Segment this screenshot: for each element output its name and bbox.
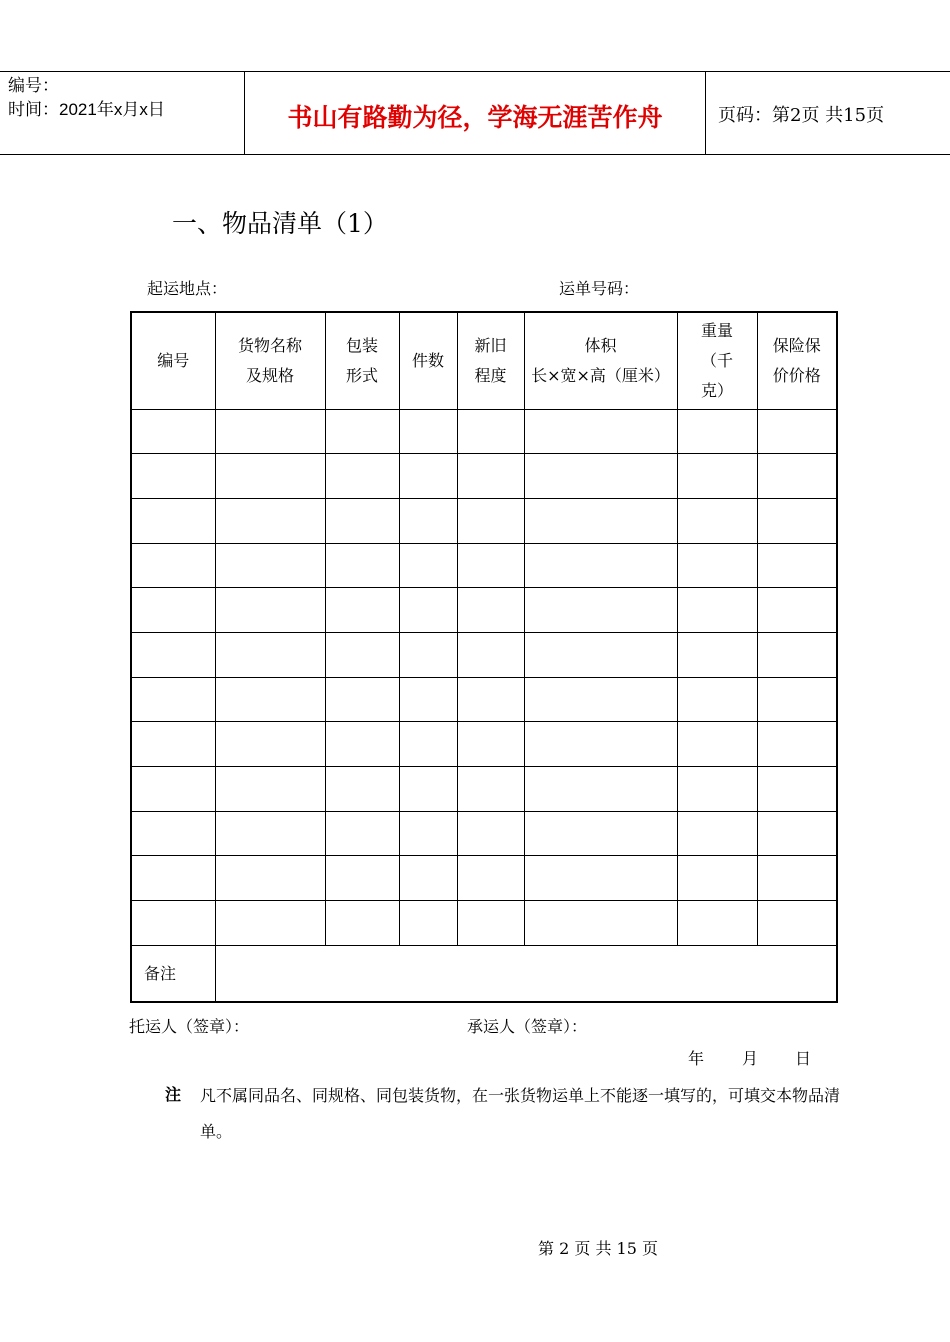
table-cell[interactable] bbox=[215, 588, 325, 633]
table-cell[interactable] bbox=[325, 632, 399, 677]
table-cell[interactable] bbox=[757, 543, 837, 588]
table-cell[interactable] bbox=[399, 409, 457, 454]
note-text: 凡不属同品名、同规格、同包装货物，在一张货物运单上不能逐一填写的，可填交本物品清单。 bbox=[200, 1086, 841, 1141]
table-cell[interactable] bbox=[677, 811, 757, 856]
table-cell[interactable] bbox=[677, 498, 757, 543]
table-cell[interactable] bbox=[131, 811, 215, 856]
table-row bbox=[131, 722, 837, 767]
table-cell[interactable] bbox=[131, 498, 215, 543]
header-top-border bbox=[0, 71, 950, 72]
header-divider bbox=[705, 71, 706, 155]
table-cell[interactable] bbox=[524, 498, 677, 543]
table-cell[interactable] bbox=[757, 498, 837, 543]
date-day-label: 日 bbox=[795, 1049, 812, 1068]
table-cell[interactable] bbox=[215, 677, 325, 722]
table-cell[interactable] bbox=[677, 454, 757, 499]
table-cell[interactable] bbox=[215, 856, 325, 901]
page-footer: 第 2 页 共 15 页 bbox=[538, 1239, 658, 1258]
column-header-volume: 体积 长×宽×高（厘米） bbox=[524, 312, 677, 409]
table-cell[interactable] bbox=[457, 588, 524, 633]
table-cell[interactable] bbox=[131, 856, 215, 901]
table-cell[interactable] bbox=[457, 409, 524, 454]
table-cell[interactable] bbox=[524, 632, 677, 677]
table-cell[interactable] bbox=[677, 588, 757, 633]
table-cell[interactable] bbox=[215, 632, 325, 677]
table-cell[interactable] bbox=[524, 677, 677, 722]
table-cell[interactable] bbox=[131, 454, 215, 499]
table-cell[interactable] bbox=[399, 498, 457, 543]
table-cell[interactable] bbox=[325, 856, 399, 901]
table-cell[interactable] bbox=[399, 632, 457, 677]
table-cell[interactable] bbox=[215, 901, 325, 946]
table-cell[interactable] bbox=[457, 722, 524, 767]
column-header-quantity: 件数 bbox=[399, 312, 457, 409]
column-header-number: 编号 bbox=[131, 312, 215, 409]
table-cell[interactable] bbox=[325, 722, 399, 767]
waybill-number-label: 运单号码： bbox=[559, 279, 640, 298]
table-cell[interactable] bbox=[215, 498, 325, 543]
table-row bbox=[131, 632, 837, 677]
table-cell[interactable] bbox=[677, 722, 757, 767]
table-cell[interactable] bbox=[131, 901, 215, 946]
table-cell[interactable] bbox=[325, 677, 399, 722]
document-number-label: 编号： bbox=[8, 76, 59, 95]
table-cell[interactable] bbox=[457, 767, 524, 812]
column-header-weight: 重量 （千 克） bbox=[677, 312, 757, 409]
table-cell[interactable] bbox=[325, 454, 399, 499]
table-cell[interactable] bbox=[757, 901, 837, 946]
table-cell[interactable] bbox=[215, 454, 325, 499]
goods-list-table bbox=[130, 311, 838, 1003]
table-cell[interactable] bbox=[677, 677, 757, 722]
table-cell[interactable] bbox=[215, 722, 325, 767]
table-cell[interactable] bbox=[457, 901, 524, 946]
table-cell[interactable] bbox=[325, 588, 399, 633]
table-cell[interactable] bbox=[399, 811, 457, 856]
table-cell[interactable] bbox=[399, 767, 457, 812]
table-cell[interactable] bbox=[524, 856, 677, 901]
table-row bbox=[131, 543, 837, 588]
table-cell[interactable] bbox=[399, 677, 457, 722]
table-cell[interactable] bbox=[757, 632, 837, 677]
table-cell[interactable] bbox=[457, 811, 524, 856]
section-title: 一、物品清单（1） bbox=[172, 209, 388, 238]
column-header-condition: 新旧 程度 bbox=[457, 312, 524, 409]
table-row bbox=[131, 409, 837, 454]
date-year-label: 年 bbox=[688, 1049, 705, 1068]
table-cell[interactable] bbox=[215, 409, 325, 454]
table-cell[interactable] bbox=[757, 409, 837, 454]
table-cell[interactable] bbox=[399, 543, 457, 588]
table-row bbox=[131, 856, 837, 901]
table-cell[interactable] bbox=[399, 454, 457, 499]
table-cell[interactable] bbox=[131, 722, 215, 767]
shipper-signature-label: 托运人（签章）： bbox=[129, 1017, 250, 1036]
origin-label: 起运地点： bbox=[147, 279, 228, 298]
table-cell[interactable] bbox=[524, 543, 677, 588]
table-cell[interactable] bbox=[677, 856, 757, 901]
table-cell[interactable] bbox=[325, 543, 399, 588]
table-cell[interactable] bbox=[399, 722, 457, 767]
table-cell[interactable] bbox=[131, 588, 215, 633]
table-cell[interactable] bbox=[457, 454, 524, 499]
table-cell[interactable] bbox=[215, 543, 325, 588]
remark-cell[interactable] bbox=[215, 945, 837, 1002]
document-time-label: 时间：2021年x月x日 bbox=[8, 100, 165, 119]
table-row bbox=[131, 811, 837, 856]
table-cell[interactable] bbox=[757, 767, 837, 812]
table-cell[interactable] bbox=[677, 901, 757, 946]
table-cell[interactable] bbox=[215, 767, 325, 812]
table-cell[interactable] bbox=[131, 677, 215, 722]
table-cell[interactable] bbox=[325, 811, 399, 856]
remark-label: 备注 bbox=[131, 945, 215, 1002]
table-cell[interactable] bbox=[457, 498, 524, 543]
table-cell[interactable] bbox=[399, 588, 457, 633]
header-motto: 书山有路勤为径，学海无涯苦作舟 bbox=[287, 103, 663, 132]
header-left bbox=[8, 74, 165, 122]
table-row bbox=[131, 454, 837, 499]
table-cell[interactable] bbox=[524, 409, 677, 454]
table-cell[interactable] bbox=[524, 811, 677, 856]
column-header-insured-value: 保险保 价价格 bbox=[757, 312, 837, 409]
table-row bbox=[131, 588, 837, 633]
table-cell[interactable] bbox=[457, 677, 524, 722]
table-cell[interactable] bbox=[524, 722, 677, 767]
table-cell[interactable] bbox=[524, 767, 677, 812]
table-cell[interactable] bbox=[677, 543, 757, 588]
table-cell[interactable] bbox=[325, 901, 399, 946]
table-cell[interactable] bbox=[677, 767, 757, 812]
carrier-signature-label: 承运人（签章）： bbox=[467, 1017, 588, 1036]
column-header-name-spec: 货物名称 及规格 bbox=[215, 312, 325, 409]
table-cell[interactable] bbox=[131, 543, 215, 588]
table-cell[interactable] bbox=[757, 454, 837, 499]
table-cell[interactable] bbox=[399, 856, 457, 901]
table-cell[interactable] bbox=[131, 409, 215, 454]
table-cell[interactable] bbox=[457, 632, 524, 677]
table-cell[interactable] bbox=[677, 409, 757, 454]
table-cell[interactable] bbox=[524, 588, 677, 633]
column-header-packaging: 包装 形式 bbox=[325, 312, 399, 409]
table-row bbox=[131, 901, 837, 946]
table-cell[interactable] bbox=[757, 722, 837, 767]
table-row bbox=[131, 498, 837, 543]
table-row bbox=[131, 677, 837, 722]
table-cell[interactable] bbox=[131, 767, 215, 812]
table-cell[interactable] bbox=[131, 632, 215, 677]
table-cell[interactable] bbox=[325, 767, 399, 812]
date-month-label: 月 bbox=[742, 1049, 759, 1068]
table-cell[interactable] bbox=[677, 632, 757, 677]
table-cell[interactable] bbox=[325, 498, 399, 543]
table-row bbox=[131, 767, 837, 812]
table-header-row bbox=[131, 312, 837, 409]
table-cell[interactable] bbox=[325, 409, 399, 454]
table-cell[interactable] bbox=[757, 588, 837, 633]
header-page-info: 页码：第2页 共15页 bbox=[718, 105, 885, 126]
header-bottom-border bbox=[0, 154, 950, 155]
table-cell[interactable] bbox=[524, 454, 677, 499]
table-cell[interactable] bbox=[757, 811, 837, 856]
table-cell[interactable] bbox=[457, 856, 524, 901]
table-cell[interactable] bbox=[215, 811, 325, 856]
table-cell[interactable] bbox=[399, 901, 457, 946]
table-cell[interactable] bbox=[757, 677, 837, 722]
note-label: 注 bbox=[165, 1085, 182, 1104]
table-cell[interactable] bbox=[524, 901, 677, 946]
table-cell[interactable] bbox=[457, 543, 524, 588]
table-cell[interactable] bbox=[757, 856, 837, 901]
remark-row bbox=[131, 945, 837, 1002]
